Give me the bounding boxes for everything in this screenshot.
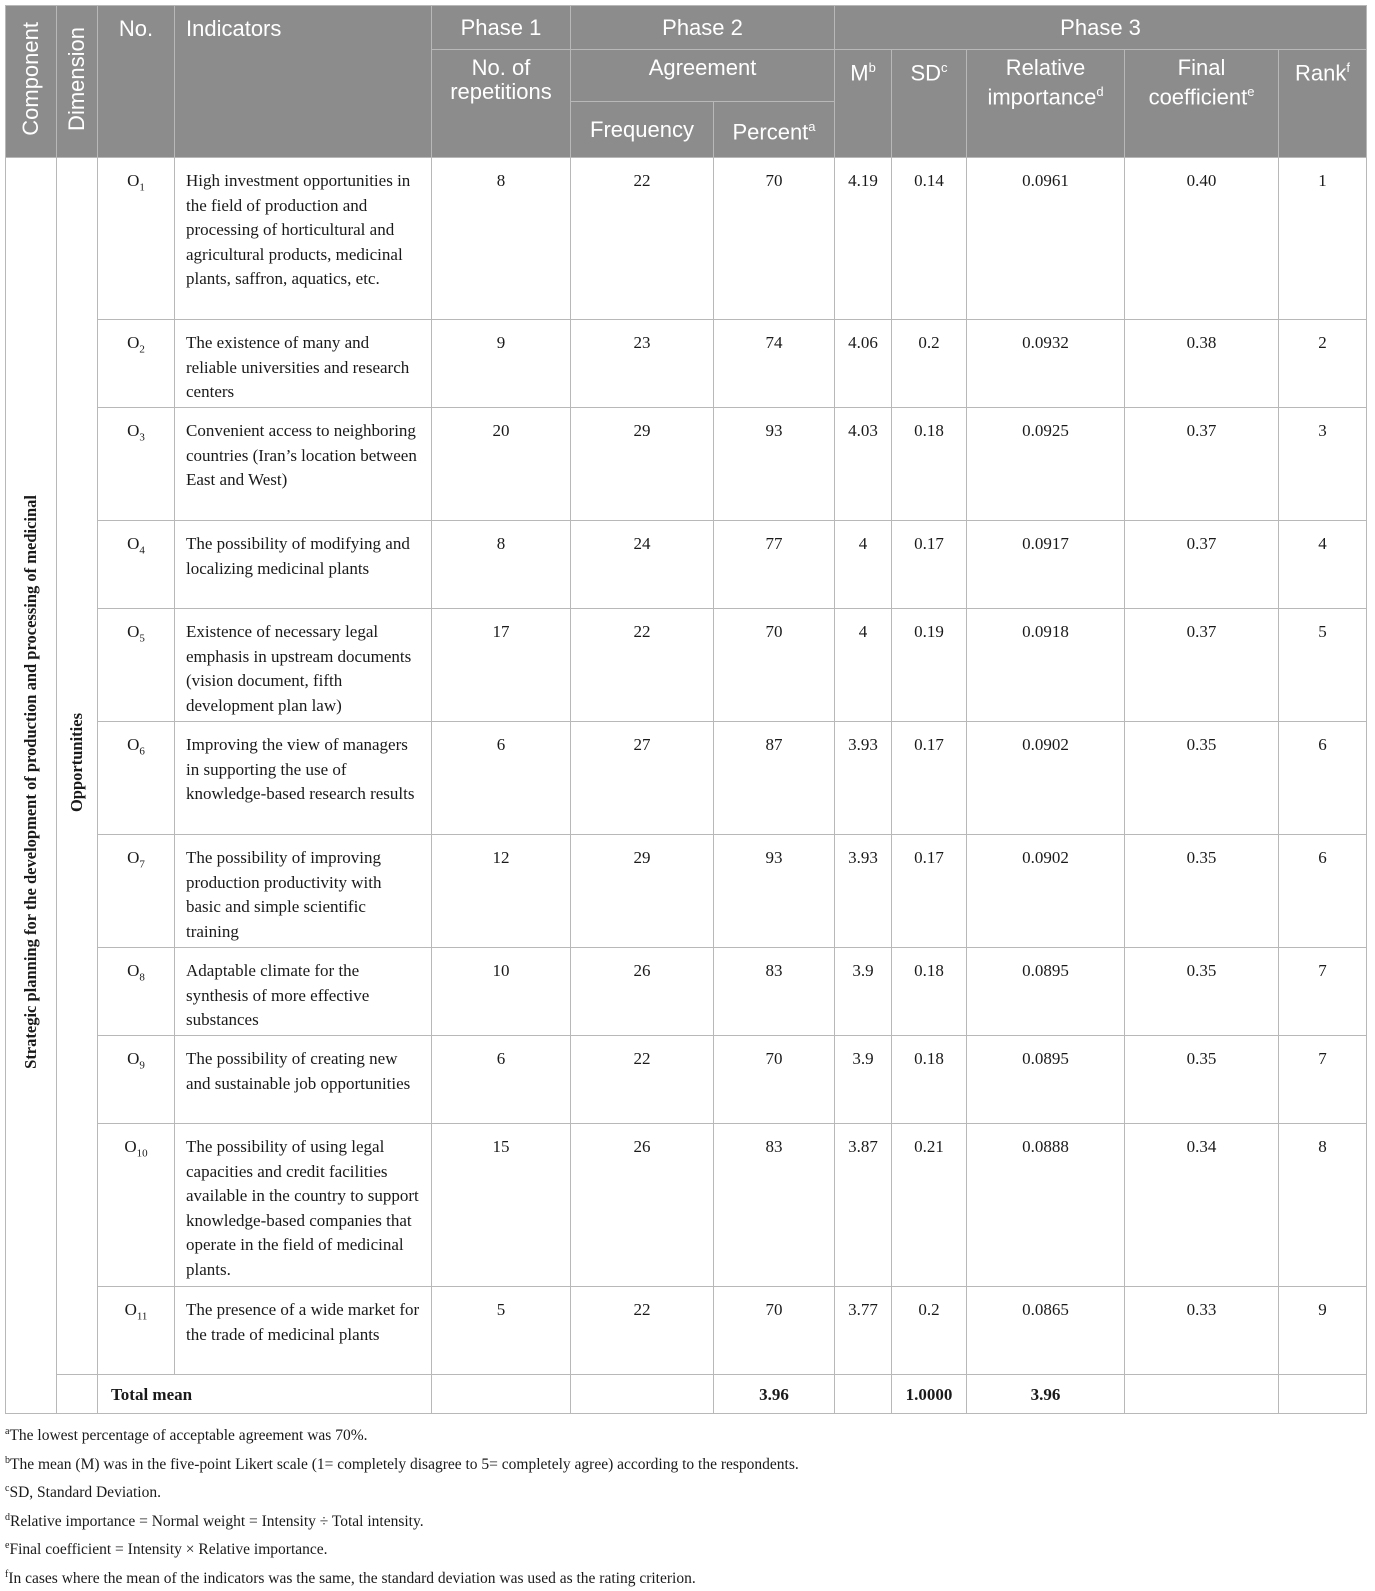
header-component: Component (6, 6, 57, 158)
sd-value: 0.17 (892, 722, 967, 835)
header-frequency: Frequency (571, 102, 714, 158)
relative-importance-value: 0.0902 (967, 835, 1125, 948)
percent-value: 70 (714, 609, 835, 722)
header-dimension: Dimension (57, 6, 98, 158)
rank-value: 2 (1279, 320, 1367, 408)
header-indicators: Indicators (175, 6, 432, 158)
row-number: $O_5$ (98, 609, 175, 722)
header-repetitions: No. of repetitions (432, 50, 571, 158)
repetitions-value: 5 (432, 1287, 571, 1375)
repetitions-value: 15 (432, 1124, 571, 1287)
rank-value: 7 (1279, 1036, 1367, 1124)
table-row (6, 1287, 1367, 1375)
header-phase1: Phase 1 (432, 6, 571, 50)
header-phase2: Phase 2 (571, 6, 835, 50)
final-coefficient-value: 0.35 (1125, 948, 1279, 1036)
indicator-text: The existence of many and reliable universities and research centers (175, 320, 432, 408)
repetitions-value: 6 (432, 722, 571, 835)
repetitions-value: 10 (432, 948, 571, 1036)
indicator-text: Adaptable climate for the synthesis of more effective substances (175, 948, 432, 1036)
frequency-value: 22 (571, 1036, 714, 1124)
mean-value: 3.93 (835, 835, 892, 948)
rank-value: 6 (1279, 722, 1367, 835)
row-number: $O_7$ (98, 835, 175, 948)
footnote: $^c$SD, Standard Deviation. (5, 1483, 161, 1502)
final-coefficient-value: 0.33 (1125, 1287, 1279, 1375)
final-coefficient-value: 0.37 (1125, 521, 1279, 609)
percent-value: 93 (714, 408, 835, 521)
final-coefficient-value: 0.35 (1125, 722, 1279, 835)
dimension-cell (57, 158, 98, 1375)
indicator-text: The possibility of modifying and localizing medicinal plants (175, 521, 432, 609)
table-row (6, 1036, 1367, 1124)
sd-value: 0.18 (892, 948, 967, 1036)
repetitions-value: 12 (432, 835, 571, 948)
mean-value: 3.9 (835, 948, 892, 1036)
percent-value: 70 (714, 1287, 835, 1375)
header-relative-importance: Relative importance$^d$ (967, 50, 1125, 158)
total-empty-cell (432, 1375, 571, 1414)
footnote: $^d$Relative importance = Normal weight = Intensity ÷ Total intensity. (5, 1511, 424, 1530)
relative-importance-value: 0.0865 (967, 1287, 1125, 1375)
indicator-text: Convenient access to neighboring countries (Iran’s location between East and West) (175, 408, 432, 521)
repetitions-value: 20 (432, 408, 571, 521)
repetitions-value: 6 (432, 1036, 571, 1124)
table-header (6, 6, 1367, 158)
repetitions-value: 8 (432, 521, 571, 609)
frequency-value: 29 (571, 835, 714, 948)
rank-value: 6 (1279, 835, 1367, 948)
indicator-text: Improving the view of managers in supporting the use of knowledge-based research results (175, 722, 432, 835)
frequency-value: 26 (571, 1124, 714, 1287)
table-row (6, 158, 1367, 320)
frequency-value: 29 (571, 408, 714, 521)
total-relative-importance: 3.96 (967, 1375, 1125, 1414)
relative-importance-value: 0.0888 (967, 1124, 1125, 1287)
header-agreement: Agreement (571, 50, 835, 102)
row-number: $O_8$ (98, 948, 175, 1036)
table-row (6, 320, 1367, 408)
table-row (6, 1124, 1367, 1287)
mean-value: 4.03 (835, 408, 892, 521)
table-row (6, 948, 1367, 1036)
header-rank: Rank$^f$ (1279, 50, 1367, 158)
relative-importance-value: 0.0932 (967, 320, 1125, 408)
footnote: $^b$The mean (M) was in the five-point Likert scale (1= completely disagree to 5= completely agree) according to the respondents. (5, 1454, 799, 1473)
mean-value: 3.93 (835, 722, 892, 835)
final-coefficient-value: 0.37 (1125, 408, 1279, 521)
final-coefficient-value: 0.40 (1125, 158, 1279, 320)
header-percent: Percent$^a$ (714, 102, 835, 158)
table-body (6, 158, 1367, 1414)
sd-value: 0.2 (892, 1287, 967, 1375)
frequency-value: 22 (571, 1287, 714, 1375)
sd-value: 0.18 (892, 408, 967, 521)
indicator-text: The possibility of creating new and sustainable job opportunities (175, 1036, 432, 1124)
rank-value: 1 (1279, 158, 1367, 320)
frequency-value: 26 (571, 948, 714, 1036)
indicator-text: High investment opportunities in the field of production and processing of horticultural and agricultural products, medicinal plants, saffron, aquatics, etc. (175, 158, 432, 320)
mean-value: 3.77 (835, 1287, 892, 1375)
mean-value: 3.87 (835, 1124, 892, 1287)
indicator-text: Existence of necessary legal emphasis in upstream documents (vision document, fifth development plan law) (175, 609, 432, 722)
table-row (6, 609, 1367, 722)
mean-value: 4 (835, 521, 892, 609)
component-cell (6, 158, 57, 1414)
frequency-value: 22 (571, 609, 714, 722)
percent-value: 83 (714, 1124, 835, 1287)
relative-importance-value: 0.0925 (967, 408, 1125, 521)
percent-value: 70 (714, 158, 835, 320)
sd-value: 0.14 (892, 158, 967, 320)
final-coefficient-value: 0.35 (1125, 835, 1279, 948)
frequency-value: 22 (571, 158, 714, 320)
sd-value: 0.17 (892, 521, 967, 609)
mean-value: 4 (835, 609, 892, 722)
rank-value: 8 (1279, 1124, 1367, 1287)
frequency-value: 27 (571, 722, 714, 835)
rank-value: 7 (1279, 948, 1367, 1036)
header-no: No. (98, 6, 175, 158)
sd-value: 0.17 (892, 835, 967, 948)
dimension-empty-cell (57, 1375, 98, 1414)
final-coefficient-value: 0.34 (1125, 1124, 1279, 1287)
row-number: $O_2$ (98, 320, 175, 408)
sd-value: 0.18 (892, 1036, 967, 1124)
row-number: $O_6$ (98, 722, 175, 835)
final-coefficient-value: 0.35 (1125, 1036, 1279, 1124)
row-number: $O_9$ (98, 1036, 175, 1124)
row-number: $O_1$ (98, 158, 175, 320)
relative-importance-value: 0.0895 (967, 1036, 1125, 1124)
table-row (6, 722, 1367, 835)
indicators-table (5, 5, 1367, 1414)
table-row (6, 521, 1367, 609)
mean-value: 4.06 (835, 320, 892, 408)
relative-importance-value: 0.0918 (967, 609, 1125, 722)
sd-value: 0.21 (892, 1124, 967, 1287)
repetitions-value: 17 (432, 609, 571, 722)
row-number: $O_{11}$ (98, 1287, 175, 1375)
header-phase3: Phase 3 (835, 6, 1367, 50)
indicator-text: The possibility of using legal capacities and credit facilities available in the country to support knowledge-based companies that operate in the field of medicinal plants. (175, 1124, 432, 1287)
sd-value: 0.2 (892, 320, 967, 408)
mean-value: 4.19 (835, 158, 892, 320)
header-sd: $SD^c$ (892, 50, 967, 158)
frequency-value: 23 (571, 320, 714, 408)
repetitions-value: 8 (432, 158, 571, 320)
table-row (6, 408, 1367, 521)
rank-value: 5 (1279, 609, 1367, 722)
footnote: $^a$The lowest percentage of acceptable agreement was 70%. (5, 1426, 368, 1445)
percent-value: 83 (714, 948, 835, 1036)
footnotes (5, 1420, 799, 1591)
total-empty-cell (1125, 1375, 1279, 1414)
mean-value: 3.9 (835, 1036, 892, 1124)
sd-value: 0.19 (892, 609, 967, 722)
final-coefficient-value: 0.38 (1125, 320, 1279, 408)
row-number: $O_3$ (98, 408, 175, 521)
footnote: $^e$Final coefficient = Intensity × Relative importance. (5, 1540, 328, 1559)
indicator-text: The possibility of improving production productivity with basic and simple scientific training (175, 835, 432, 948)
indicator-text: The presence of a wide market for the trade of medicinal plants (175, 1287, 432, 1375)
rank-value: 3 (1279, 408, 1367, 521)
rank-value: 4 (1279, 521, 1367, 609)
percent-value: 87 (714, 722, 835, 835)
rank-value: 9 (1279, 1287, 1367, 1375)
header-m: $M^b$ (835, 50, 892, 158)
row-number: $O_{10}$ (98, 1124, 175, 1287)
footnote: $^f$In cases where the mean of the indicators was the same, the standard deviation was used as the rating criterion. (5, 1568, 696, 1587)
total-percent: 3.96 (714, 1375, 835, 1414)
row-number: $O_4$ (98, 521, 175, 609)
relative-importance-value: 0.0895 (967, 948, 1125, 1036)
dimension-label: Opportunities (66, 712, 86, 812)
relative-importance-value: 0.0961 (967, 158, 1125, 320)
percent-value: 77 (714, 521, 835, 609)
frequency-value: 24 (571, 521, 714, 609)
header-final-coefficient: Final coefficient$^e$ (1125, 50, 1279, 158)
total-sd: 1.0000 (892, 1375, 967, 1414)
relative-importance-value: 0.0902 (967, 722, 1125, 835)
percent-value: 93 (714, 835, 835, 948)
total-empty-cell (571, 1375, 714, 1414)
component-label: Strategic planning for the development of production and processing of medicinal (20, 494, 40, 1069)
percent-value: 70 (714, 1036, 835, 1124)
total-empty-cell (1279, 1375, 1367, 1414)
table-row (6, 835, 1367, 948)
final-coefficient-value: 0.37 (1125, 609, 1279, 722)
relative-importance-value: 0.0917 (967, 521, 1125, 609)
total-label: Total mean (98, 1375, 432, 1414)
percent-value: 74 (714, 320, 835, 408)
repetitions-value: 9 (432, 320, 571, 408)
total-empty-cell (835, 1375, 892, 1414)
total-row (6, 1375, 1367, 1414)
